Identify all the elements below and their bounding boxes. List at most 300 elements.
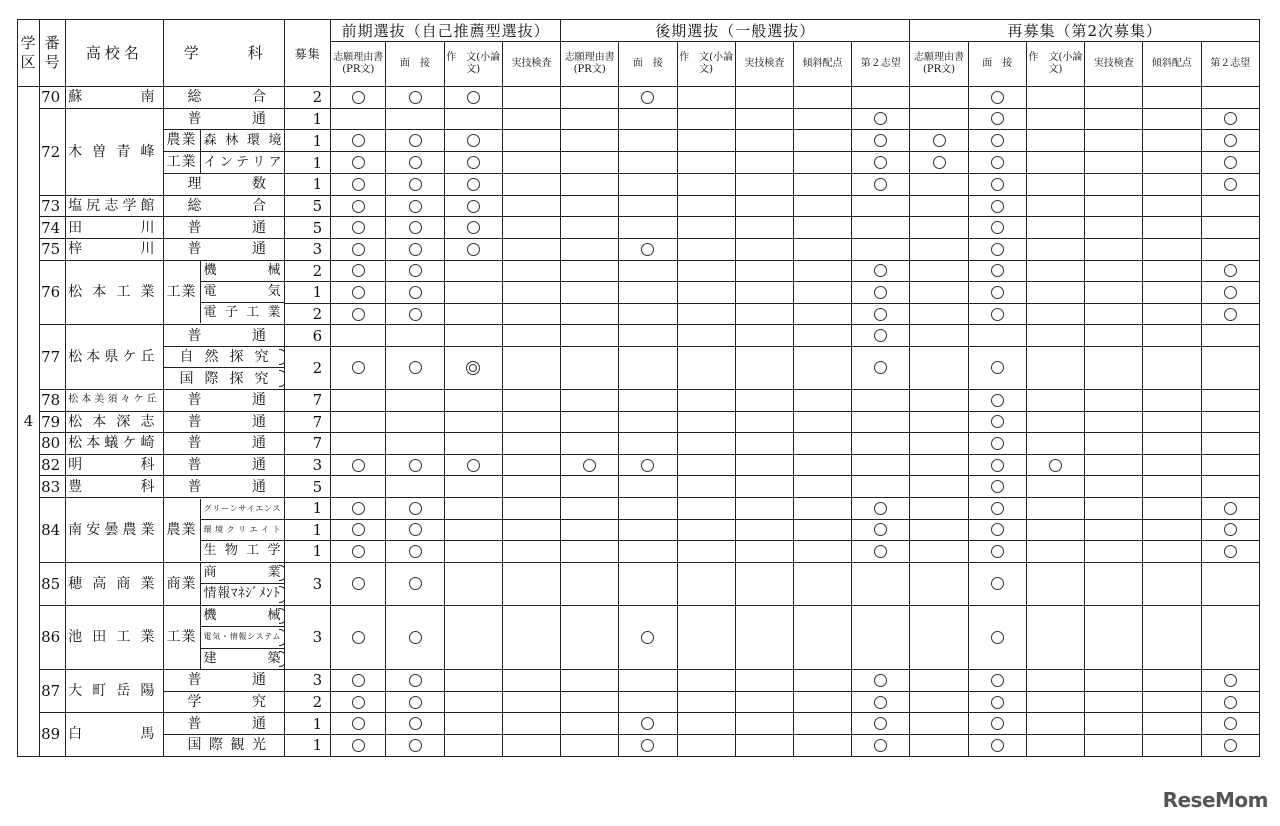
- circle-mark-icon: [409, 91, 422, 104]
- criteria-cell: [444, 541, 502, 563]
- circle-mark-icon: [874, 696, 887, 709]
- criteria-cell: [444, 282, 502, 304]
- criteria-cell: [793, 108, 851, 130]
- circle-mark-icon: [991, 178, 1004, 191]
- table-row: [18, 562, 1260, 605]
- criteria-cell: [386, 497, 444, 519]
- criteria-cell: [619, 454, 677, 476]
- criteria-cell: [619, 303, 677, 325]
- criteria-cell: [735, 519, 793, 541]
- criteria-cell: [502, 238, 560, 260]
- criteria-cell: [502, 217, 560, 239]
- school-number: 85: [40, 562, 66, 605]
- criteria-cell: [852, 670, 910, 692]
- circle-mark-icon: [352, 200, 365, 213]
- criteria-cell: [852, 174, 910, 196]
- quota-cell: 3: [285, 238, 331, 260]
- criteria-cell: [444, 497, 502, 519]
- quota-cell: 1: [285, 130, 331, 152]
- circle-mark-icon: [352, 264, 365, 277]
- dept-category-label: 農業: [164, 499, 201, 561]
- circle-mark-icon: [874, 523, 887, 536]
- table-row: [18, 87, 1260, 109]
- criteria-cell: [561, 670, 619, 692]
- circle-mark-icon: [409, 134, 422, 147]
- criteria-cell: [1143, 519, 1201, 541]
- circle-mark-icon: [352, 459, 365, 472]
- criteria-cell: [852, 217, 910, 239]
- dept-name: 環境クリエイト: [200, 519, 284, 540]
- criteria-cell: [910, 130, 968, 152]
- criteria-cell: [444, 152, 502, 174]
- criteria-cell: [386, 87, 444, 109]
- criteria-cell: [502, 476, 560, 498]
- criteria-cell: [910, 260, 968, 282]
- criteria-cell: [386, 282, 444, 304]
- circle-mark-icon: [991, 156, 1004, 169]
- criteria-cell: [561, 476, 619, 498]
- circle-mark-icon: [409, 156, 422, 169]
- school-number: 84: [40, 497, 66, 562]
- criteria-cell: [331, 411, 386, 433]
- criteria-cell: [561, 454, 619, 476]
- circle-mark-icon: [991, 674, 1004, 687]
- criteria-cell: [619, 389, 677, 411]
- school-number: 87: [40, 670, 66, 713]
- criteria-cell: [910, 691, 968, 713]
- criteria-cell: [1026, 152, 1084, 174]
- criteria-cell: [1085, 87, 1143, 109]
- criteria-cell: [968, 87, 1026, 109]
- criteria-cell: [386, 605, 444, 670]
- criteria-cell: [1085, 282, 1143, 304]
- criteria-cell: [331, 670, 386, 692]
- subheader-sub_sai-0: 志願理由書(PR文): [910, 42, 968, 87]
- circle-mark-icon: [1224, 739, 1237, 752]
- circle-mark-icon: [991, 545, 1004, 558]
- criteria-cell: [502, 562, 560, 605]
- criteria-cell: [444, 174, 502, 196]
- quota-cell: 2: [285, 260, 331, 282]
- criteria-cell: [561, 389, 619, 411]
- dept-name: 自然探究: [164, 347, 285, 368]
- criteria-cell: [331, 433, 386, 455]
- criteria-cell: [677, 130, 735, 152]
- circle-mark-icon: [409, 717, 422, 730]
- dept-subtable: [164, 499, 285, 561]
- criteria-cell: [910, 108, 968, 130]
- criteria-cell: [561, 346, 619, 389]
- quota-cell: 2: [285, 691, 331, 713]
- dept-name: 生物工学: [203, 542, 281, 558]
- circle-mark-icon: [467, 91, 480, 104]
- criteria-cell: [852, 541, 910, 563]
- criteria-cell: [968, 734, 1026, 756]
- criteria-cell: [1026, 562, 1084, 605]
- quota-cell: 5: [285, 195, 331, 217]
- circle-mark-icon: [409, 674, 422, 687]
- dept-cell: 普 通: [163, 217, 284, 239]
- quota-cell: 1: [285, 497, 331, 519]
- criteria-cell: [502, 691, 560, 713]
- criteria-cell: [1143, 152, 1201, 174]
- header-quota: 募集: [285, 20, 331, 87]
- criteria-cell: [793, 497, 851, 519]
- criteria-cell: [1026, 325, 1084, 347]
- school-number: 80: [40, 433, 66, 455]
- dept-category: 工業: [164, 152, 201, 173]
- criteria-cell: [793, 174, 851, 196]
- criteria-cell: [677, 476, 735, 498]
- criteria-cell: [910, 454, 968, 476]
- circle-mark-icon: [409, 243, 422, 256]
- criteria-cell: [444, 562, 502, 605]
- criteria-cell: [910, 174, 968, 196]
- criteria-cell: [910, 152, 968, 174]
- subheader-sub_koki-0: 志願理由書(PR文): [561, 42, 619, 87]
- criteria-cell: [331, 605, 386, 670]
- criteria-cell: [910, 734, 968, 756]
- criteria-cell: [561, 238, 619, 260]
- school-name: 池田工業: [66, 605, 163, 670]
- criteria-cell: [677, 691, 735, 713]
- quota-cell: 3: [285, 454, 331, 476]
- quota-cell: 7: [285, 389, 331, 411]
- header-group-sai: 再募集（第2次募集）: [910, 20, 1260, 42]
- criteria-cell: [852, 238, 910, 260]
- criteria-cell: [793, 519, 851, 541]
- school-number: 86: [40, 605, 66, 670]
- criteria-cell: [910, 713, 968, 735]
- circle-mark-icon: [991, 264, 1004, 277]
- criteria-cell: [735, 433, 793, 455]
- school-name: 松本深志: [66, 411, 163, 433]
- criteria-cell: [735, 303, 793, 325]
- school-number: 75: [40, 238, 66, 260]
- dept-cell: 総 合: [163, 195, 284, 217]
- criteria-cell: [386, 303, 444, 325]
- criteria-cell: [1143, 325, 1201, 347]
- criteria-cell: [386, 260, 444, 282]
- school-number: 76: [40, 260, 66, 325]
- dept-name: 機 械: [200, 606, 284, 627]
- circle-mark-icon: [352, 286, 365, 299]
- criteria-cell: [444, 433, 502, 455]
- quota-cell: 1: [285, 152, 331, 174]
- criteria-cell: [331, 562, 386, 605]
- dept-name: 電気・情報システム: [200, 627, 284, 649]
- criteria-cell: [561, 217, 619, 239]
- school-name: 松本蟻ケ崎: [66, 433, 163, 455]
- criteria-cell: [735, 195, 793, 217]
- criteria-cell: [619, 325, 677, 347]
- circle-mark-icon: [467, 243, 480, 256]
- criteria-cell: [1085, 454, 1143, 476]
- criteria-cell: [852, 130, 910, 152]
- criteria-cell: [793, 670, 851, 692]
- criteria-cell: [1143, 670, 1201, 692]
- school-name: 松本美須々ケ丘: [66, 389, 163, 411]
- criteria-cell: [852, 433, 910, 455]
- criteria-cell: [677, 734, 735, 756]
- criteria-cell: [444, 476, 502, 498]
- criteria-cell: [1085, 238, 1143, 260]
- subheader-sub_koki-4: 傾斜配点: [793, 42, 851, 87]
- criteria-cell: [331, 303, 386, 325]
- criteria-cell: [619, 217, 677, 239]
- criteria-cell: [619, 260, 677, 282]
- criteria-cell: [502, 713, 560, 735]
- criteria-cell: [1085, 541, 1143, 563]
- header-group-zenki: 前期選抜（自己推薦型選抜）: [331, 20, 561, 42]
- criteria-cell: [386, 389, 444, 411]
- dept-name: 国際探究: [164, 368, 285, 389]
- criteria-cell: [1201, 713, 1259, 735]
- criteria-cell: [735, 325, 793, 347]
- criteria-cell: [502, 152, 560, 174]
- circle-mark-icon: [1224, 156, 1237, 169]
- quota-cell: 7: [285, 433, 331, 455]
- criteria-cell: [1143, 260, 1201, 282]
- criteria-cell: [331, 541, 386, 563]
- criteria-cell: [677, 411, 735, 433]
- criteria-cell: [1143, 108, 1201, 130]
- circle-mark-icon: [352, 243, 365, 256]
- criteria-cell: [793, 389, 851, 411]
- school-name: 明 科: [66, 454, 163, 476]
- table-row: [18, 433, 1260, 455]
- criteria-cell: [968, 108, 1026, 130]
- table-row: [18, 411, 1260, 433]
- criteria-cell: [1085, 562, 1143, 605]
- criteria-cell: [735, 87, 793, 109]
- criteria-cell: [619, 541, 677, 563]
- circle-mark-icon: [874, 134, 887, 147]
- criteria-cell: [735, 130, 793, 152]
- criteria-cell: [735, 562, 793, 605]
- criteria-cell: [1085, 519, 1143, 541]
- circle-mark-icon: [874, 156, 887, 169]
- criteria-cell: [619, 670, 677, 692]
- circle-mark-icon: [874, 329, 887, 342]
- criteria-cell: [968, 130, 1026, 152]
- criteria-cell: [968, 562, 1026, 605]
- subheader-sub_sai-1: 面 接: [968, 42, 1026, 87]
- criteria-cell: [1201, 238, 1259, 260]
- dept-cell: 普 通: [163, 108, 284, 130]
- criteria-cell: [502, 325, 560, 347]
- table-row: [18, 174, 1260, 196]
- dept-category-label: 工業: [164, 261, 201, 323]
- criteria-cell: [1201, 217, 1259, 239]
- circle-mark-icon: [409, 361, 422, 374]
- criteria-cell: [1201, 734, 1259, 756]
- criteria-cell: [502, 303, 560, 325]
- criteria-cell: [1201, 411, 1259, 433]
- criteria-cell: [502, 411, 560, 433]
- criteria-cell: [619, 346, 677, 389]
- criteria-cell: [331, 691, 386, 713]
- criteria-cell: [1085, 260, 1143, 282]
- criteria-cell: [386, 411, 444, 433]
- criteria-cell: [331, 282, 386, 304]
- criteria-cell: [386, 734, 444, 756]
- dept-subtable: [164, 606, 285, 670]
- criteria-cell: [968, 670, 1026, 692]
- circle-mark-icon: [409, 264, 422, 277]
- criteria-cell: [331, 108, 386, 130]
- circle-mark-icon: [874, 286, 887, 299]
- circle-mark-icon: [409, 200, 422, 213]
- circle-mark-icon: [991, 134, 1004, 147]
- criteria-cell: [1085, 433, 1143, 455]
- criteria-cell: [502, 87, 560, 109]
- dept-name: インテリア: [203, 155, 282, 171]
- dept-name: 電子工業: [203, 305, 281, 321]
- criteria-cell: [1085, 389, 1143, 411]
- circle-mark-icon: [991, 394, 1004, 407]
- criteria-cell: [1026, 541, 1084, 563]
- quota-cell: 6: [285, 325, 331, 347]
- criteria-cell: [735, 476, 793, 498]
- dept-subtable: [164, 563, 285, 605]
- criteria-cell: [1085, 497, 1143, 519]
- criteria-cell: [910, 389, 968, 411]
- criteria-cell: [331, 389, 386, 411]
- criteria-cell: [793, 713, 851, 735]
- table-row: [18, 130, 1260, 152]
- criteria-cell: [852, 346, 910, 389]
- dept-cell: [163, 346, 284, 389]
- school-number: 70: [40, 87, 66, 109]
- criteria-cell: [968, 713, 1026, 735]
- criteria-cell: [793, 282, 851, 304]
- criteria-cell: [852, 303, 910, 325]
- criteria-cell: [561, 562, 619, 605]
- criteria-cell: [1085, 108, 1143, 130]
- criteria-cell: [619, 152, 677, 174]
- circle-mark-icon: [991, 200, 1004, 213]
- criteria-cell: [331, 734, 386, 756]
- circle-mark-icon: [991, 480, 1004, 493]
- criteria-cell: [735, 346, 793, 389]
- circle-mark-icon: [991, 221, 1004, 234]
- criteria-cell: [735, 541, 793, 563]
- criteria-cell: [852, 152, 910, 174]
- circle-mark-icon: [467, 134, 480, 147]
- criteria-cell: [1201, 195, 1259, 217]
- criteria-cell: [386, 195, 444, 217]
- criteria-cell: [852, 108, 910, 130]
- quota-cell: 5: [285, 217, 331, 239]
- criteria-cell: [910, 217, 968, 239]
- circle-mark-icon: [641, 631, 654, 644]
- criteria-cell: [619, 691, 677, 713]
- quota-cell: 2: [285, 87, 331, 109]
- criteria-cell: [1026, 108, 1084, 130]
- criteria-cell: [910, 346, 968, 389]
- circle-mark-icon: [991, 696, 1004, 709]
- dept-cell: [163, 152, 284, 174]
- dept-cell: 普 通: [163, 713, 284, 735]
- criteria-cell: [1143, 411, 1201, 433]
- table-row: [18, 108, 1260, 130]
- criteria-cell: [1085, 713, 1143, 735]
- criteria-cell: [1143, 497, 1201, 519]
- criteria-cell: [677, 174, 735, 196]
- dept-cell: 普 通: [163, 476, 284, 498]
- criteria-cell: [1026, 605, 1084, 670]
- circle-mark-icon: [874, 502, 887, 515]
- circle-mark-icon: [1224, 717, 1237, 730]
- criteria-cell: [677, 497, 735, 519]
- circle-mark-icon: [583, 459, 596, 472]
- circle-mark-icon: [467, 178, 480, 191]
- circle-mark-icon: [641, 91, 654, 104]
- criteria-cell: [793, 238, 851, 260]
- criteria-cell: [331, 519, 386, 541]
- circle-mark-icon: [991, 523, 1004, 536]
- circle-mark-icon: [991, 577, 1004, 590]
- criteria-cell: [910, 497, 968, 519]
- criteria-cell: [852, 562, 910, 605]
- subheader-sub_koki-1: 面 接: [619, 42, 677, 87]
- criteria-cell: [1026, 260, 1084, 282]
- circle-mark-icon: [991, 243, 1004, 256]
- criteria-cell: [793, 734, 851, 756]
- criteria-cell: [386, 519, 444, 541]
- criteria-cell: [793, 691, 851, 713]
- criteria-cell: [386, 238, 444, 260]
- criteria-cell: [386, 433, 444, 455]
- dept-cell: 普 通: [163, 389, 284, 411]
- dept-cell: 普 通: [163, 325, 284, 347]
- criteria-cell: [910, 670, 968, 692]
- circle-mark-icon: [352, 523, 365, 536]
- criteria-cell: [1026, 195, 1084, 217]
- school-name: 南安曇農業: [66, 497, 163, 562]
- quota-cell: 2: [285, 303, 331, 325]
- criteria-cell: [1201, 303, 1259, 325]
- criteria-cell: [619, 411, 677, 433]
- criteria-cell: [386, 130, 444, 152]
- table-row: [18, 670, 1260, 692]
- criteria-cell: [1201, 454, 1259, 476]
- criteria-cell: [793, 152, 851, 174]
- circle-mark-icon: [874, 308, 887, 321]
- criteria-cell: [502, 541, 560, 563]
- circle-mark-icon: [409, 696, 422, 709]
- table-row: [18, 152, 1260, 174]
- criteria-cell: [735, 411, 793, 433]
- criteria-cell: [444, 605, 502, 670]
- circle-mark-icon: [409, 523, 422, 536]
- circle-mark-icon: [409, 545, 422, 558]
- circle-mark-icon: [352, 502, 365, 515]
- criteria-cell: [561, 605, 619, 670]
- criteria-cell: [1201, 130, 1259, 152]
- criteria-cell: [852, 325, 910, 347]
- criteria-cell: [561, 433, 619, 455]
- circle-mark-icon: [1224, 112, 1237, 125]
- circle-mark-icon: [352, 717, 365, 730]
- criteria-cell: [910, 605, 968, 670]
- criteria-cell: [852, 195, 910, 217]
- subheader-sub_koki-3: 実技検査: [735, 42, 793, 87]
- criteria-cell: [561, 713, 619, 735]
- criteria-cell: [1085, 217, 1143, 239]
- criteria-cell: [502, 174, 560, 196]
